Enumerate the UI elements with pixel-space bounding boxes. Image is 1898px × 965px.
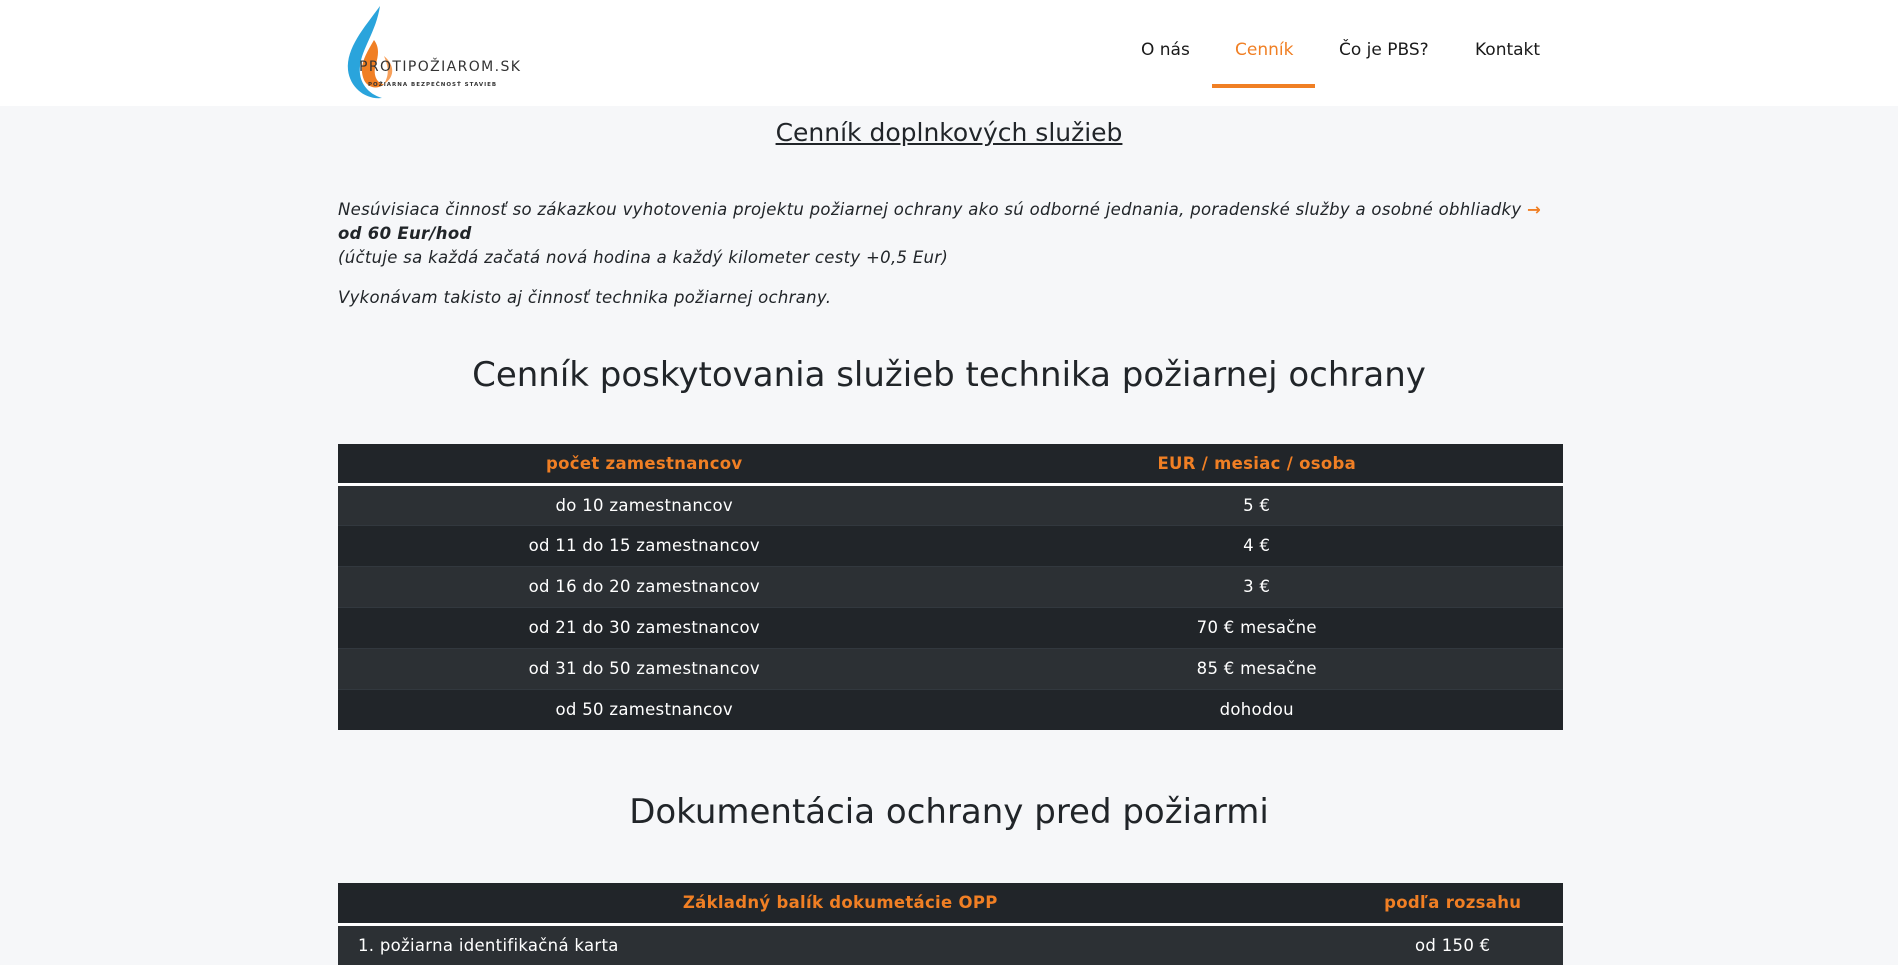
logo-subtext: POŽIARNA BEZPEČNOSŤ STAVIEB (368, 82, 498, 88)
table-cell: 85 € mesačne (951, 648, 1564, 689)
table-cell: od 11 do 15 zamestnancov (338, 525, 951, 566)
extra-services-price: od 60 Eur/hod (338, 224, 472, 243)
extra-services-description (338, 198, 1563, 270)
documentation-table (338, 883, 1563, 965)
nav-co-je-pbs[interactable]: Čo je PBS? (1339, 40, 1429, 60)
table-cell: 1. požiarna identifikačná karta (338, 924, 1343, 965)
table-row (338, 566, 1563, 607)
table-cell: od 21 do 30 zamestnancov (338, 607, 951, 648)
extra-services-title: Cenník doplnkových služieb (775, 118, 1123, 147)
table-row (338, 648, 1563, 689)
site-logo[interactable] (344, 4, 522, 100)
extra-services-line1: Nesúvisiaca činnosť so zákazkou vyhotovenia projektu požiarnej ochrany ako sú odborné jednania, poradenské služby a osobné obhliadky (338, 200, 1522, 219)
nav-o-nas[interactable]: O nás (1141, 40, 1190, 60)
active-nav-indicator (1212, 84, 1315, 88)
table-header-package: Základný balík dokumetácie OPP (338, 883, 1343, 924)
top-navbar (0, 0, 1898, 106)
table-cell: od 16 do 20 zamestnancov (338, 566, 951, 607)
technician-intro: Vykonávam takisto aj činnosť technika požiarnej ochrany. (338, 288, 832, 307)
arrow-right-icon: → (1526, 200, 1542, 219)
documentation-heading: Dokumentácia ochrany pred požiarmi (629, 792, 1269, 832)
technician-heading: Cenník poskytovania služieb technika požiarnej ochrany (472, 355, 1426, 395)
table-row (338, 607, 1563, 648)
table-cell: 3 € (951, 566, 1564, 607)
table-cell: od 31 do 50 zamestnancov (338, 648, 951, 689)
table-row (338, 525, 1563, 566)
table-row (338, 484, 1563, 525)
table-cell: od 50 zamestnancov (338, 689, 951, 730)
table-cell: 5 € (951, 484, 1564, 525)
table-cell: 70 € mesačne (951, 607, 1564, 648)
technician-price-table (338, 444, 1563, 730)
table-header-scope: podľa rozsahu (1343, 883, 1564, 924)
logo-text: PROTIPOŽIAROM.SK (359, 59, 522, 75)
nav-kontakt[interactable]: Kontakt (1475, 40, 1541, 60)
table-cell: 4 € (951, 525, 1564, 566)
table-row (338, 689, 1563, 730)
table-cell: do 10 zamestnancov (338, 484, 951, 525)
table-header-employees: počet zamestnancov (338, 444, 951, 484)
table-header-price: EUR / mesiac / osoba (951, 444, 1564, 484)
table-cell: od 150 € (1343, 924, 1564, 965)
table-row (338, 924, 1563, 965)
nav-cennik[interactable]: Cenník (1235, 40, 1294, 60)
extra-services-note: (účtuje sa každá začatá nová hodina a každý kilometer cesty +0,5 Eur) (338, 248, 949, 267)
table-cell: dohodou (951, 689, 1564, 730)
